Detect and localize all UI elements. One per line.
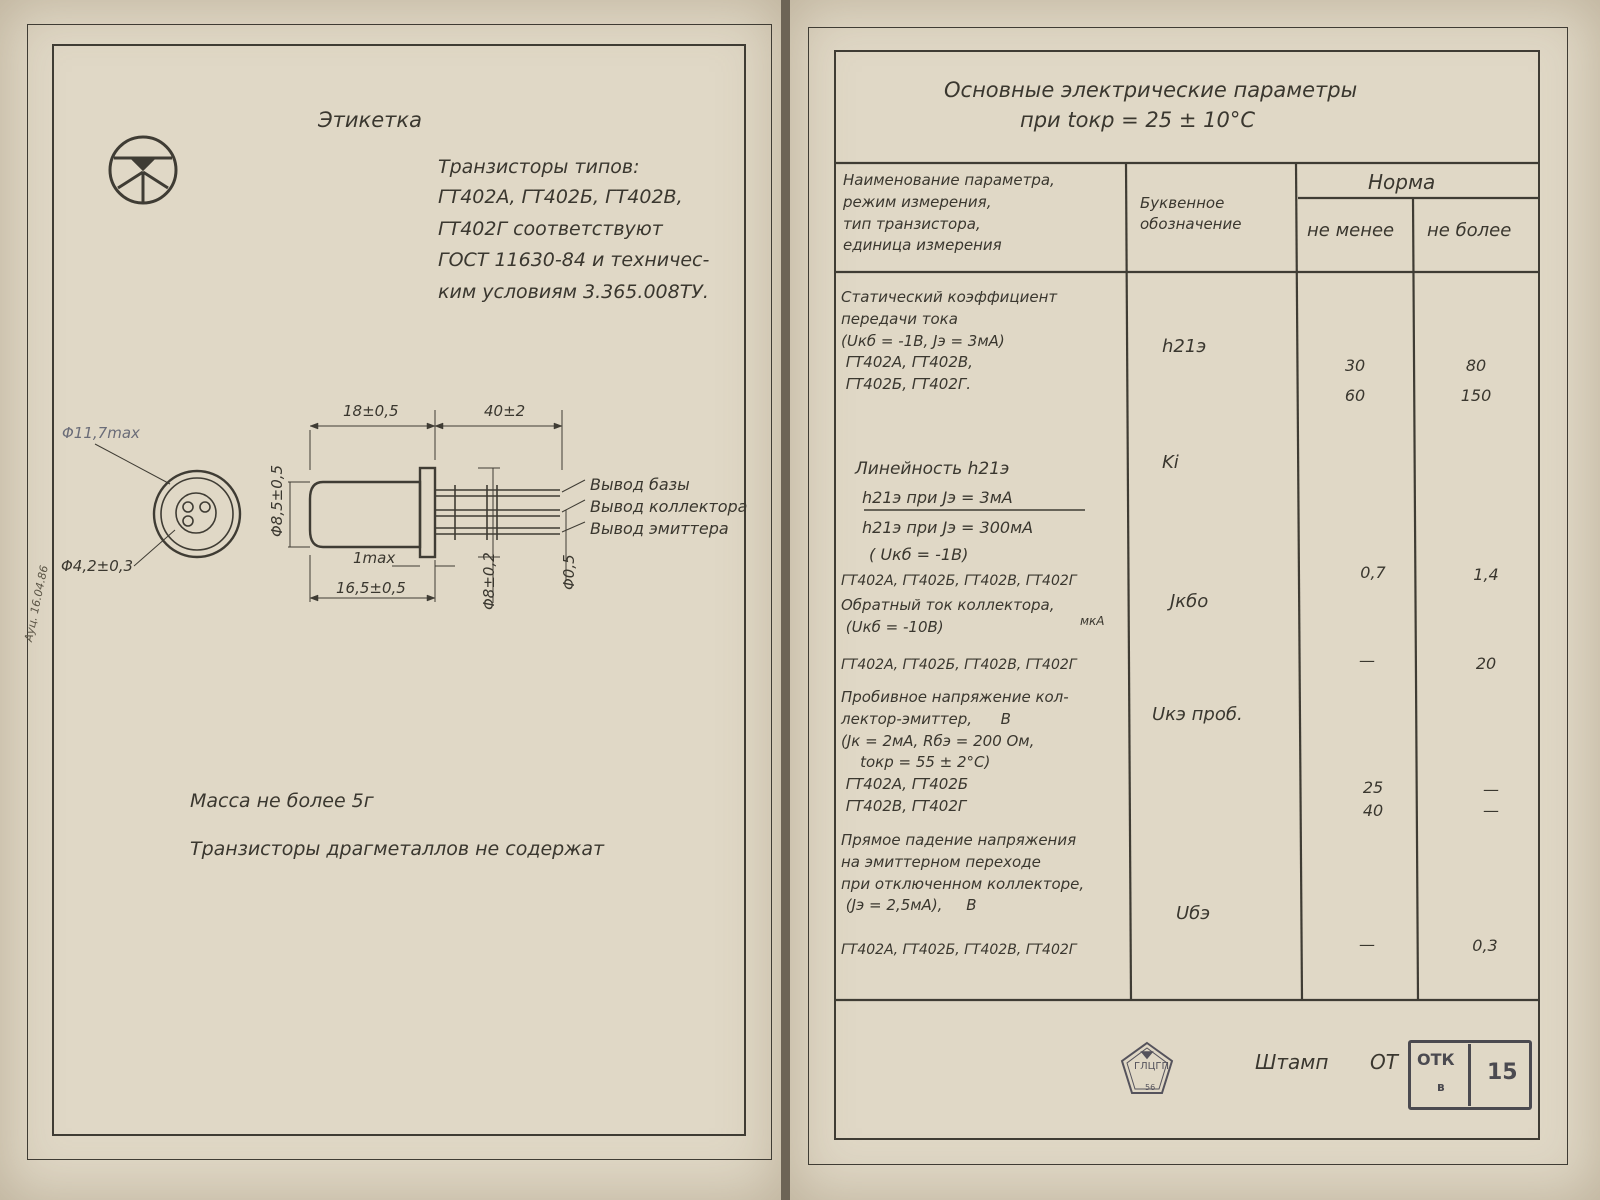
dim-body-diameter: Φ8,5±0,5 — [268, 464, 286, 537]
param-min-value: 40 — [1362, 801, 1384, 820]
compliance-line: ГОСТ 11630-84 и техничес- — [438, 249, 710, 271]
param-min-value: 0,7 — [1360, 563, 1386, 582]
dim-outer-diameter: Φ11,7max — [62, 424, 140, 442]
param-min-value: — — [1359, 651, 1375, 670]
param-ratio-numerator: h21э при Jэ = 3мА — [862, 488, 1013, 507]
qc-stamp-otk: ОТК — [1417, 1050, 1455, 1069]
dim-lead-diameter: Φ0,5 — [560, 554, 578, 590]
param-types: ГТ402А, ГТ402Б, ГТ402В, ГТ402Г — [841, 657, 1077, 673]
param-condition: ( Uкб = -1В) — [869, 545, 969, 564]
param-min-value: — — [1359, 935, 1375, 954]
table-title: Основные электрические параметры — [944, 78, 1358, 102]
pentagon-stamp-text: ГЛЦГП — [1134, 1061, 1169, 1072]
dim-flange: 1max — [353, 549, 396, 567]
param-symbol: Jкбо — [1170, 591, 1209, 612]
param-min-value: 25 — [1362, 778, 1384, 797]
param-min-value: 60 — [1344, 386, 1366, 405]
pin-label-base: Вывод базы — [590, 475, 690, 494]
dim-total: 16,5±0,5 — [336, 579, 406, 597]
qc-stamp-divider — [1468, 1044, 1471, 1106]
param-max-value: 20 — [1475, 654, 1497, 673]
param-max-value: — — [1483, 801, 1499, 820]
pin-label-emitter: Вывод эмиттера — [590, 519, 729, 538]
param-max-value: 80 — [1465, 356, 1487, 375]
manufacturer-logo — [110, 137, 176, 203]
dim-lead-length: 40±2 — [484, 402, 526, 420]
compliance-line: ким условиям 3.365.008ТУ. — [438, 281, 709, 303]
param-symbol: Ki — [1162, 452, 1179, 473]
compliance-line: Транзисторы типов: — [438, 156, 640, 178]
param-symbol: Uкэ проб. — [1152, 704, 1243, 725]
param-types: ГТ402А, ГТ402Б, ГТ402В, ГТ402Г — [841, 573, 1077, 589]
param-max-value: 0,3 — [1472, 936, 1498, 955]
dim-pin-circle: Φ4,2±0,3 — [61, 557, 134, 575]
param-text: Прямое падение напряжения на эмиттерном переходе при отключенном коллекторе, (Jэ = 2,5мА), В — [841, 831, 1085, 915]
precious-metals-note: Транзисторы драгметаллов не содержат — [190, 838, 605, 860]
param-unit: мкА — [1080, 614, 1105, 628]
stamp-otk-partial: ОТ — [1370, 1050, 1398, 1074]
compliance-line: ГТ402Г соответствуют — [438, 218, 663, 240]
param-text: Обратный ток коллектора, (Uкб = -10В) — [841, 596, 1055, 636]
param-symbol: Uбэ — [1176, 903, 1211, 924]
param-text: Пробивное напряжение кол- лектор-эмиттер, В (Jк = 2мА, Rбэ = 200 Ом, tокр = 55 ± 2°C) ГТ402А, ГТ402Б ГТ402В, ГТ402Г — [841, 688, 1069, 815]
dim-body-length: 18±0,5 — [343, 402, 399, 420]
signature: Ауц. 16.04.86 — [22, 564, 51, 643]
table-title-condition: при tокр = 25 ± 10°C — [1020, 108, 1255, 132]
param-ratio-denominator: h21э при Jэ = 300мА — [862, 518, 1034, 537]
dim-flange-diameter: Φ8±0,2 — [480, 552, 498, 610]
end-view-drawing — [95, 444, 240, 566]
mass-note: Масса не более 5г — [190, 790, 374, 812]
header-symbol: Буквенное обозначение — [1140, 194, 1242, 233]
header-max: не более — [1427, 220, 1512, 241]
header-norm: Норма — [1368, 170, 1436, 194]
header-parameter-name: Наименование параметра, режим измерения, тип транзистора, единица измерения — [843, 171, 1055, 255]
compliance-line: ГТ402А, ГТ402Б, ГТ402В, — [438, 186, 683, 208]
param-min-value: 30 — [1344, 356, 1366, 375]
label-title: Этикетка — [318, 108, 422, 132]
pentagon-stamp-number: 56 — [1145, 1083, 1156, 1092]
param-max-value: 1,4 — [1473, 565, 1499, 584]
param-symbol: h21э — [1162, 336, 1207, 357]
param-types: ГТ402А, ГТ402Б, ГТ402В, ГТ402Г — [841, 942, 1077, 958]
param-max-value: — — [1483, 780, 1499, 799]
pin-label-collector: Вывод коллектора — [590, 497, 748, 516]
stamp-label: Штамп — [1255, 1050, 1329, 1074]
param-text: Линейность h21э — [855, 459, 1010, 479]
param-text: Статический коэффициент передачи тока (Uкб = -1В, Jэ = 3мА) ГТ402А, ГТ402В, ГТ402Б, ГТ402Г. — [841, 288, 1058, 393]
side-view-drawing — [288, 410, 585, 603]
qc-stamp-number: 15 — [1487, 1060, 1518, 1085]
param-max-value: 150 — [1460, 386, 1492, 405]
qc-stamp-letter: в — [1437, 1080, 1445, 1094]
header-min: не менее — [1307, 220, 1395, 241]
